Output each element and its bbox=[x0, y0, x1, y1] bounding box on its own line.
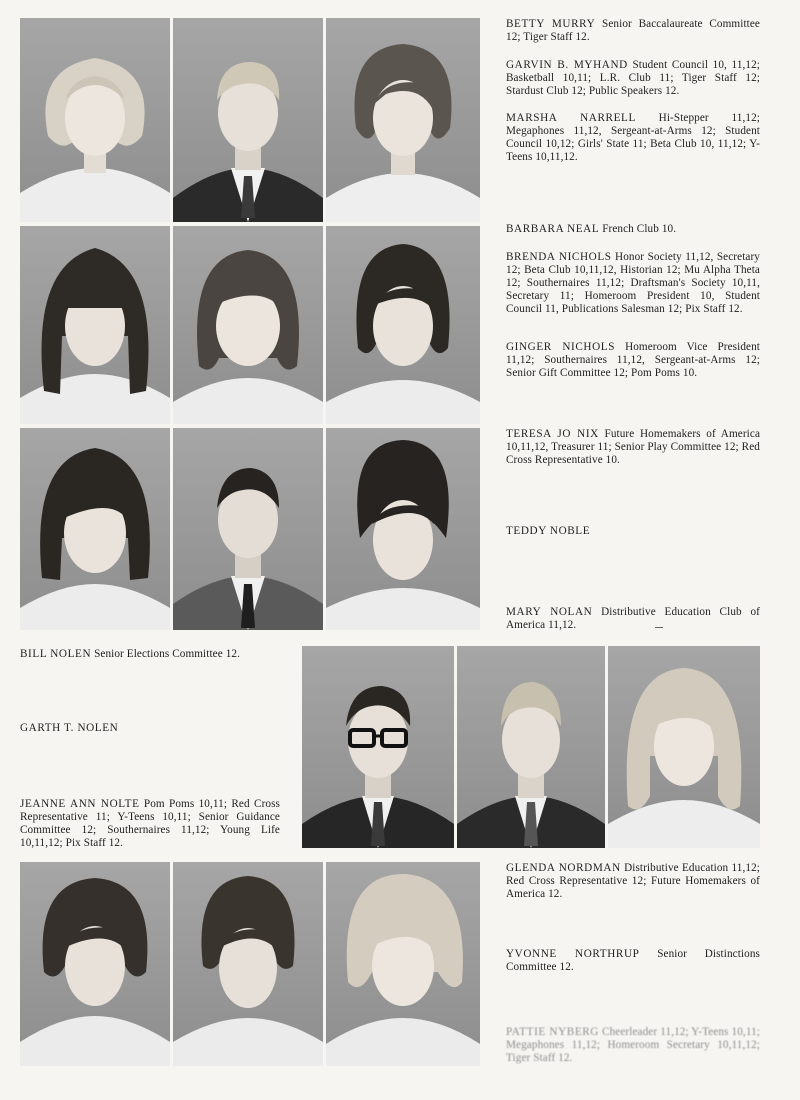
bio-pattie-nyberg bbox=[506, 1026, 760, 1065]
bio-teresa-jo-nix bbox=[506, 428, 760, 467]
student-activities: Senior Baccalaureate Committee 12; Tiger Staff 12. bbox=[506, 18, 760, 43]
bio-barbara-neal bbox=[506, 223, 760, 236]
portrait-teddy-noble bbox=[173, 428, 323, 630]
student-activities: French Club 10. bbox=[602, 223, 677, 235]
student-name: MARSHA NARRELL bbox=[506, 112, 636, 124]
portrait-mary-nolan bbox=[326, 428, 480, 630]
print-speck bbox=[655, 627, 663, 628]
student-activities: Future Homemakers of America 10,11,12, Treasurer 11; Senior Play Committee 12; Red Cross Representative 10. bbox=[506, 428, 761, 466]
bio-yvonne-northrup bbox=[506, 948, 760, 974]
portrait-ginger-nichols bbox=[326, 226, 480, 424]
bio-brenda-nichols bbox=[506, 251, 760, 316]
student-name: YVONNE NORTHRUP bbox=[506, 948, 640, 960]
student-name: MARY NOLAN bbox=[506, 606, 593, 618]
bio-marsha-narrell bbox=[506, 112, 760, 164]
student-name: GLENDA NORDMAN bbox=[506, 862, 621, 874]
portrait-teresa-nix bbox=[20, 428, 170, 630]
bio-garvin-myhand bbox=[506, 59, 760, 98]
student-activities: Senior Elections Committee 12. bbox=[94, 648, 240, 660]
student-activities: Homeroom Vice President 11,12; Southernaires 11,12, Sergeant-at-Arms 12; Senior Gift Committee 12; Pom Poms 10. bbox=[506, 341, 761, 379]
student-activities: Cheerleader 11,12; Y-Teens 10,11; Megaphones 11,12; Homeroom Secretary 10,11,12; Tiger Staff 12. bbox=[506, 1026, 760, 1064]
portrait-brenda-nichols bbox=[173, 226, 323, 424]
bio-bill-nolen bbox=[20, 648, 290, 661]
student-activities: Distributive Education Club of America 11,12. bbox=[506, 606, 760, 631]
portrait-garvin-myhand bbox=[173, 18, 323, 222]
portrait-garth-nolen bbox=[457, 646, 605, 848]
portrait-marsha-narrell bbox=[326, 18, 480, 222]
student-activities: Pom Poms 10,11; Red Cross Representative 11; Y-Teens 10,11; Senior Guidance Committee 12; Southernaires 11,12; Young Life 10,11,12; Pix Staff 12. bbox=[20, 798, 280, 849]
student-name: BETTY MURRY bbox=[506, 18, 596, 30]
portrait-yvonne-northrup bbox=[173, 862, 323, 1066]
student-activities: Senior Distinctions Committee 12. bbox=[506, 948, 760, 973]
portrait-glenda-nordman bbox=[20, 862, 170, 1066]
student-activities: Distributive Education 11,12; Red Cross Representative 12; Future Homemakers of America 12. bbox=[506, 862, 760, 900]
student-name: GARTH T. NOLEN bbox=[20, 722, 119, 734]
portrait-bill-nolen bbox=[302, 646, 454, 848]
student-name: GARVIN B. MYHAND bbox=[506, 59, 628, 71]
student-name: PATTIE NYBERG bbox=[506, 1026, 599, 1038]
student-name: BARBARA NEAL bbox=[506, 223, 600, 235]
student-activities: Student Council 10, 11,12; Basketball 10,11; L.R. Club 11; Tiger Staff 12; Stardust Club 12; Public Speakers 12. bbox=[506, 59, 761, 97]
bio-garth-nolen bbox=[20, 722, 290, 735]
bio-teddy-noble bbox=[506, 525, 760, 538]
student-name: BILL NOLEN bbox=[20, 648, 92, 660]
bio-mary-nolan bbox=[506, 606, 760, 632]
student-activities: Hi-Stepper 11,12; Megaphones 11,12, Sergeant-at-Arms 12; Student Council 10,12; Girls' State 11; Beta Club 10, 11,12; Y-Teens 10,11,12. bbox=[506, 112, 760, 163]
bio-glenda-nordman bbox=[506, 862, 760, 901]
bio-ginger-nichols bbox=[506, 341, 760, 380]
portrait-jeanne-ann-nolte bbox=[608, 646, 760, 848]
student-name: JEANNE ANN NOLTE bbox=[20, 798, 140, 810]
portrait-pattie-nyberg bbox=[326, 862, 480, 1066]
student-name: TERESA JO NIX bbox=[506, 428, 599, 440]
student-name: TEDDY NOBLE bbox=[506, 525, 591, 537]
bio-betty-murry bbox=[506, 18, 760, 44]
bio-jeanne-ann-nolte bbox=[20, 798, 280, 850]
student-name: GINGER NICHOLS bbox=[506, 341, 616, 353]
student-name: BRENDA NICHOLS bbox=[506, 251, 612, 263]
portrait-betty-murry bbox=[20, 18, 170, 222]
portrait-barbara-neal bbox=[20, 226, 170, 424]
student-activities: Honor Society 11,12, Secretary 12; Beta Club 10,11,12, Historian 12; Mu Alpha Theta 12; Southernaires 11,12; Draftsman's Society 10,11, Secretary 11; Homeroom President 10, Student Council 11, Publications Salesman 12; Pix Staff 12. bbox=[506, 251, 760, 315]
